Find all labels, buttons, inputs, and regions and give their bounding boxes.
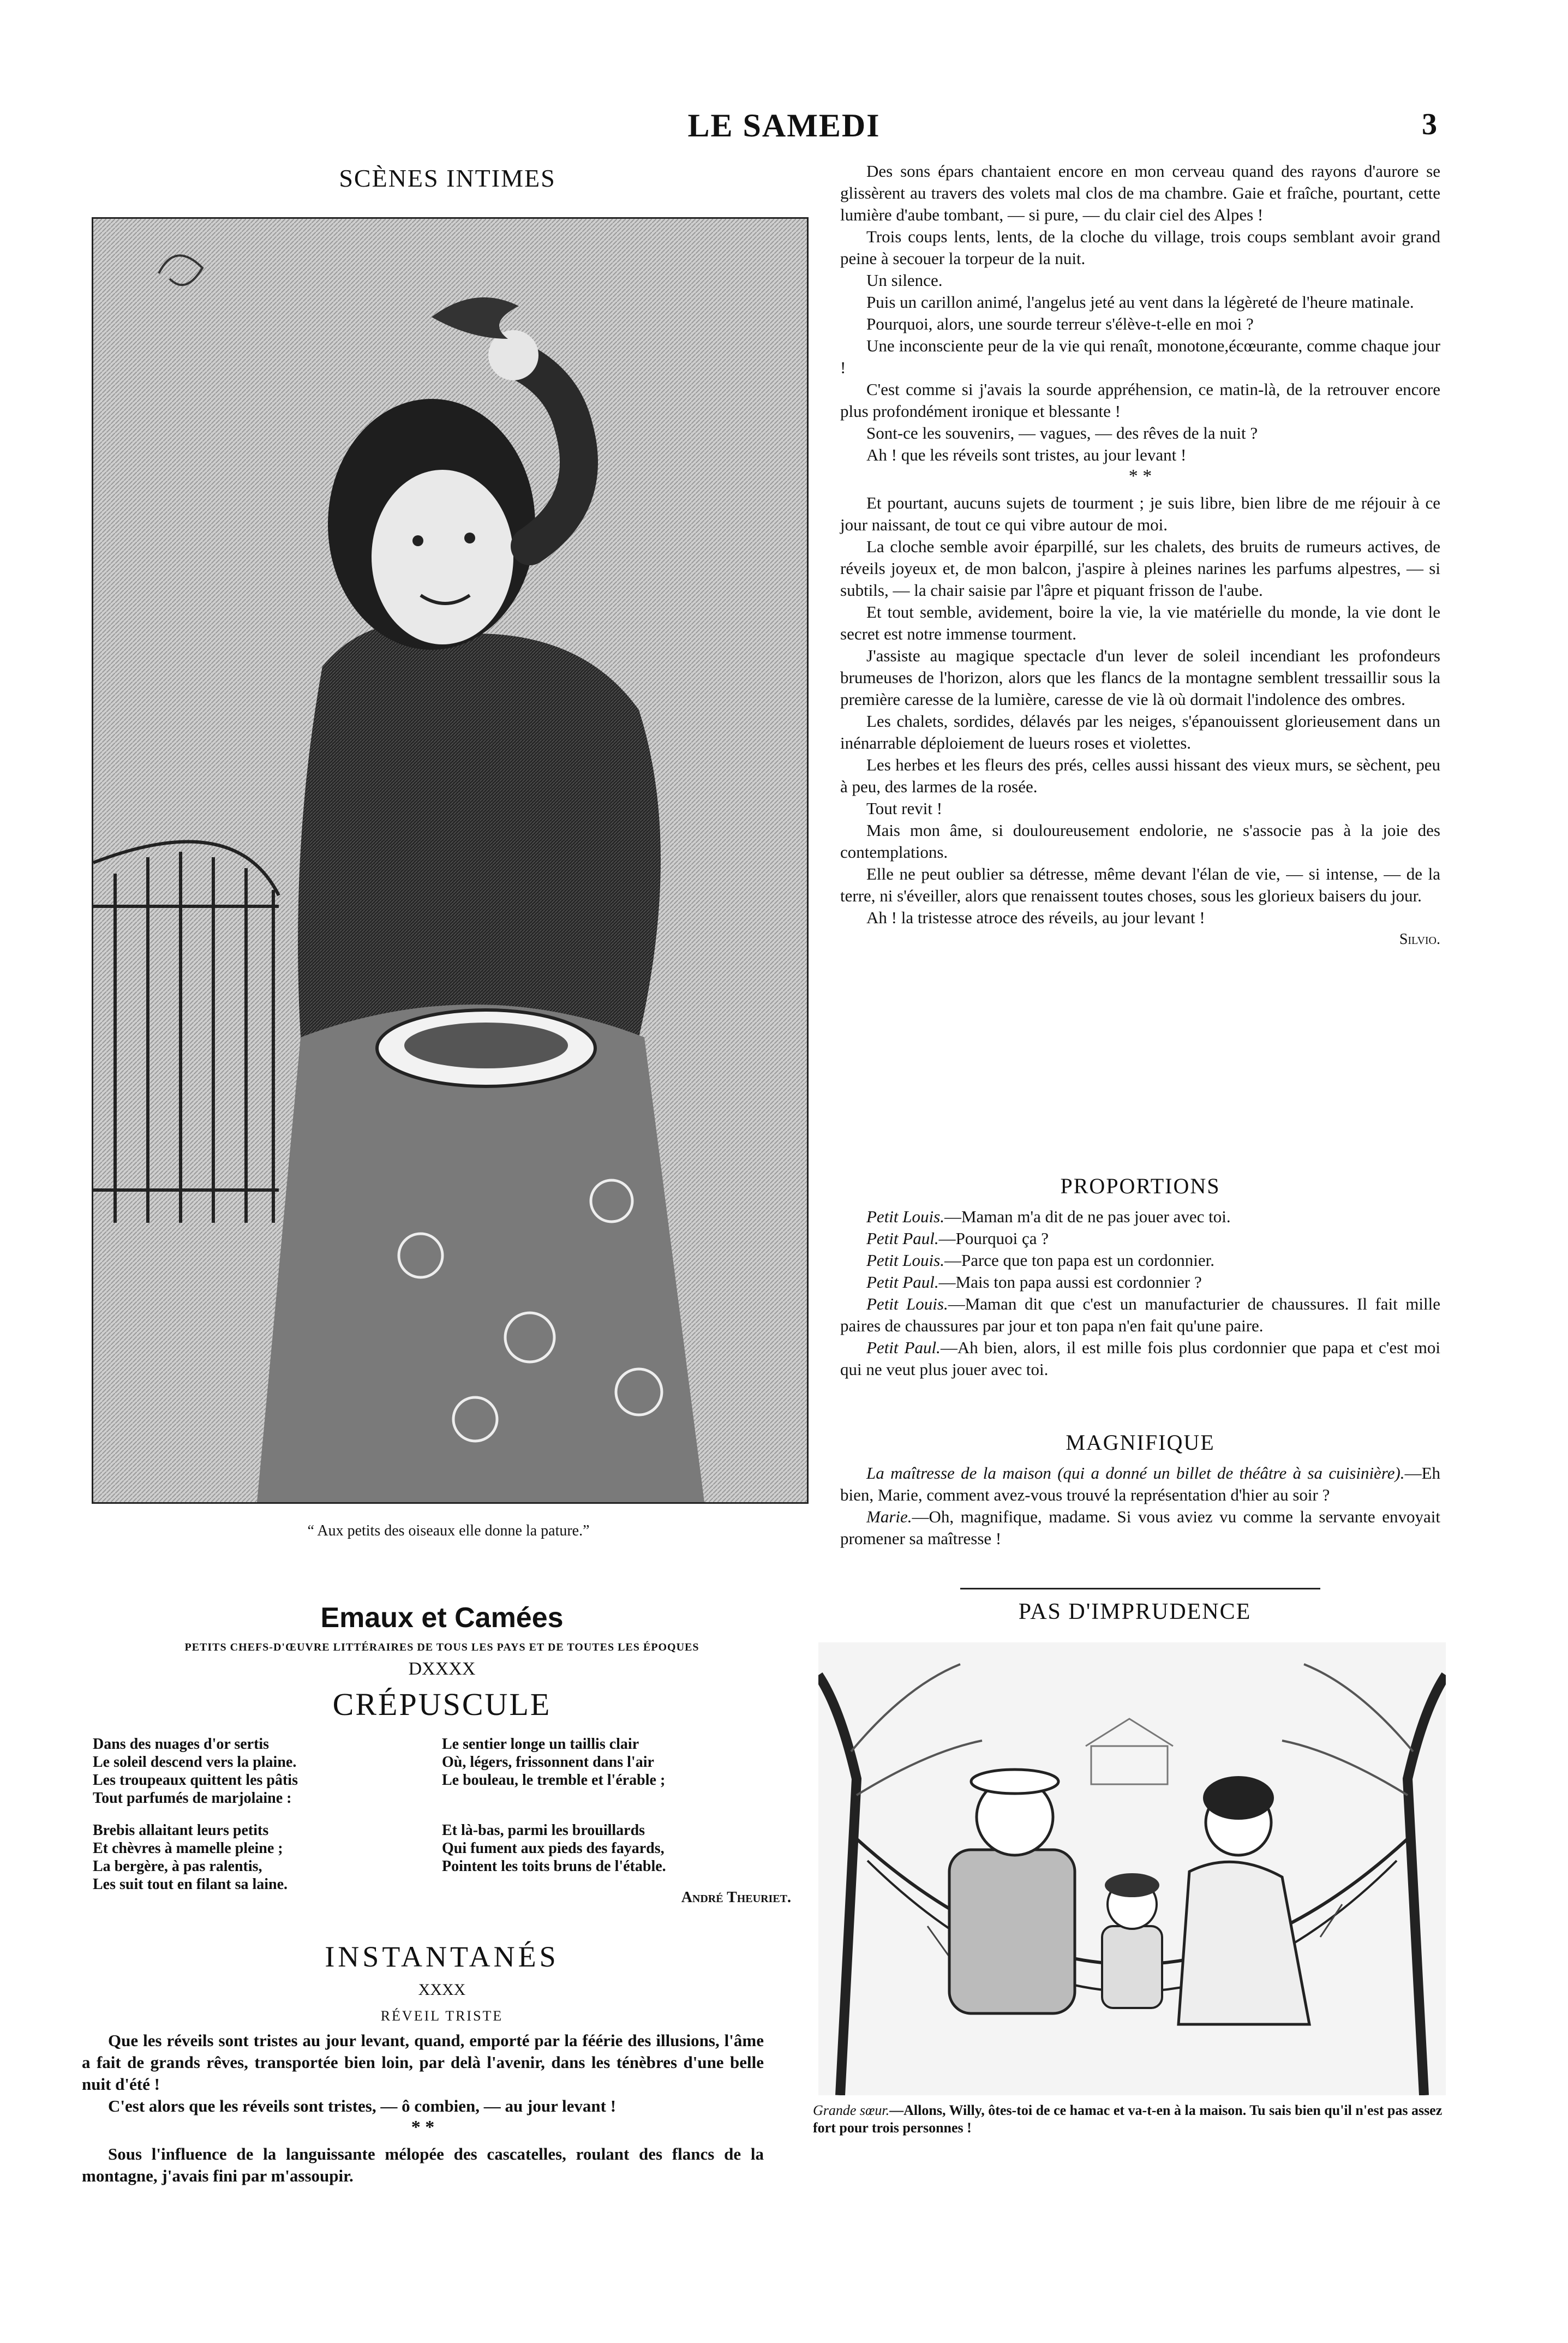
girl-engraving-image — [93, 219, 807, 1502]
speech: —Maman m'a dit de ne pas jouer avec toi. — [944, 1207, 1231, 1226]
reveil-triste-continuation — [840, 160, 1440, 951]
speaker: Petit Paul. — [866, 1272, 939, 1292]
imprudence-caption — [813, 2102, 1451, 2137]
text-paragraph: Tout revit ! — [866, 799, 943, 818]
dialogue-line — [840, 1506, 1440, 1550]
emaux-number: DXXXX — [408, 1659, 476, 1679]
dialogue-line — [840, 1206, 1440, 1228]
poem-line: Dans des nuages d'or sertis — [93, 1736, 270, 1753]
proportions-dialogue — [840, 1206, 1440, 1380]
caption-speech: —Allons, Willy, ôtes-toi de ce hamac et va-t-en à la maison. Tu sais bien qu'il n'est pas assez fort pour trois personnes ! — [813, 2102, 1443, 2136]
text-paragraph: Sont-ce les souvenirs, — vagues, — des rêves de la nuit ? — [866, 423, 1258, 443]
newspaper-title: LE SAMEDI — [687, 107, 881, 144]
text-paragraph: C'est comme si j'avais la sourde appréhension, ce matin-là, de la retrouver encore plus profondément ironique et blessante ! — [840, 380, 1440, 421]
poem-right-column — [442, 1735, 791, 1906]
poem-line: Le bouleau, le tremble et l'érable ; — [442, 1772, 666, 1789]
poem-line: Les suit tout en filant sa laine. — [93, 1876, 288, 1893]
text-paragraph: Les herbes et les fleurs des prés, celles aussi hissant des vieux murs, se sèchent, peu à peu, des larmes de la rosée. — [840, 755, 1440, 796]
poem-title: CRÉPUSCULE — [332, 1687, 552, 1722]
poem-line: Et là-bas, parmi les brouillards — [442, 1822, 645, 1839]
poem-line: Le soleil descend vers la plaine. — [93, 1754, 297, 1771]
poem-left-column — [93, 1735, 409, 1893]
dialogue-line — [840, 1250, 1440, 1271]
poem-line: Pointent les toits bruns de l'étable. — [442, 1858, 666, 1875]
emaux-camees-title: Emaux et Camées — [320, 1602, 564, 1634]
asterism: * * — [1128, 466, 1152, 486]
hammock-cartoon-image — [818, 1642, 1446, 2095]
signature: Silvio. — [1399, 931, 1440, 948]
speech: —Maman dit que c'est un manufacturier de chaussures. Il fait mille paires de chaussures par jour et ton papa n'en fait qu'une paire. — [840, 1294, 1440, 1335]
speech: —Pourquoi ça ? — [938, 1229, 1049, 1248]
text-paragraph: Sous l'influence de la languissante mélopée des cascatelles, roulant des flancs de la montagne, j'avais fini par m'assoupir. — [82, 2144, 764, 2185]
poem-line: Le sentier longe un taillis clair — [442, 1736, 639, 1753]
scenes-intimes-title: SCÈNES INTIMES — [339, 164, 556, 192]
text-paragraph: Ah ! que les réveils sont tristes, au jour levant ! — [866, 445, 1187, 464]
text-paragraph: Un silence. — [866, 271, 943, 290]
dialogue-line — [840, 1293, 1440, 1337]
instantanes-title: INSTANTANÉS — [325, 1940, 559, 1973]
text-paragraph: Trois coups lents, lents, de la cloche du village, trois coups semblant avoir grand peine à secouer la torpeur de la nuit. — [840, 227, 1440, 268]
text-paragraph: C'est alors que les réveils sont tristes, — ô combien, — au jour levant ! — [108, 2096, 617, 2115]
text-paragraph: Une inconsciente peur de la vie qui renaît, monotone,écœurante, comme chaque jour ! — [840, 336, 1440, 377]
dialogue-line — [840, 1462, 1440, 1506]
imprudence-title: PAS D'IMPRUDENCE — [1018, 1599, 1252, 1624]
speaker: Petit Louis. — [866, 1294, 948, 1313]
hammock-cartoon-illustration — [818, 1642, 1446, 2095]
text-paragraph: Pourquoi, alors, une sourde terreur s'élève-t-elle en moi ? — [866, 314, 1254, 333]
text-paragraph: Les chalets, sordides, délavés par les neiges, s'épanouissent glorieusement dans un inénarrable déploiement de lueurs roses et violettes. — [840, 712, 1440, 752]
text-paragraph: Et tout semble, avidement, boire la vie, la vie matérielle du monde, la vie dont le secret est notre immense tourment. — [840, 602, 1440, 643]
speaker: Petit Louis. — [866, 1207, 944, 1226]
page-number: 3 — [1422, 107, 1437, 141]
speaker: Petit Paul. — [866, 1338, 941, 1357]
asterism: * * — [411, 2117, 435, 2137]
poem-line: Tout parfumés de marjolaine : — [93, 1790, 292, 1807]
speech: —Ah bien, alors, il est mille fois plus cordonnier que papa et c'est moi qui ne veut plus jouer avec toi. — [840, 1338, 1440, 1379]
poem-line: Où, légers, frissonnent dans l'air — [442, 1754, 654, 1771]
instantanes-text — [82, 2030, 764, 2187]
text-paragraph: La cloche semble avoir éparpillé, sur les chalets, des bruits de rumeurs actives, de réveils joyeux et, de mon balcon, j'aspire à pleines narines les parfums alpestres, — si subtils, — la chair saisie par l'âpre et piquant frisson de l'aube. — [840, 537, 1440, 600]
speaker: Petit Louis. — [866, 1251, 944, 1270]
text-paragraph: Puis un carillon animé, l'angelus jeté au vent dans la légèreté de l'heure matinale. — [866, 292, 1414, 312]
section-divider — [960, 1588, 1320, 1589]
poem-line: Brebis allaitant leurs petits — [93, 1822, 269, 1839]
poem-line: La bergère, à pas ralentis, — [93, 1858, 262, 1875]
text-paragraph: Elle ne peut oublier sa détresse, même devant l'élan de vie, — si intense, — de la terre, ni s'éveiller, alors que renaissent toutes choses, sous les glorieux baisers du jour. — [840, 864, 1440, 905]
instantanes-subtitle: RÉVEIL TRISTE — [380, 2008, 504, 2024]
scenes-intimes-caption: “ Aux petits des oiseaux elle donne la pature.” — [307, 1522, 590, 1539]
speaker: Marie. — [866, 1507, 912, 1526]
proportions-title: PROPORTIONS — [1060, 1174, 1220, 1198]
speech: —Parce que ton papa est un cordonnier. — [944, 1251, 1214, 1270]
text-paragraph: Ah ! la tristesse atroce des réveils, au jour levant ! — [866, 908, 1205, 927]
magnifique-title: MAGNIFIQUE — [1066, 1430, 1215, 1455]
dialogue-line — [840, 1337, 1440, 1380]
instantanes-number: XXXX — [418, 1981, 466, 1999]
poem-line: Les troupeaux quittent les pâtis — [93, 1772, 298, 1789]
text-paragraph: Et pourtant, aucuns sujets de tourment ; je suis libre, bien libre de me réjouir à ce jour naissant, de tout ce qui vibre autour de moi. — [840, 493, 1440, 534]
speaker: La maîtresse de la maison (qui a donné un billet de théâtre à sa cuisinière). — [866, 1463, 1405, 1483]
dialogue-line — [840, 1228, 1440, 1250]
speech: —Eh bien, Marie, comment avez-vous trouvé la représentation d'hier au soir ? — [840, 1463, 1440, 1504]
emaux-subtitle: PETITS CHEFS-D'ŒUVRE LITTÉRAIRES DE TOUS LES PAYS ET DE TOUTES LES ÉPOQUES — [184, 1641, 699, 1653]
magnifique-dialogue — [840, 1462, 1440, 1550]
text-paragraph: Que les réveils sont tristes au jour levant, quand, emporté par la féérie des illusions, l'âme a fait de grands rêves, transportée bien loin, par delà l'avenir, dans les ténèbres d'une belle nuit d'été ! — [82, 2031, 764, 2094]
text-paragraph: Mais mon âme, si douloureusement endolorie, ne s'associe pas à la joie des contemplations. — [840, 821, 1440, 862]
caption-speaker: Grande sœur. — [813, 2102, 890, 2118]
girl-feeding-birds-illustration — [92, 217, 809, 1504]
speech: —Mais ton papa aussi est cordonnier ? — [938, 1272, 1202, 1292]
poem-line: Et chèvres à mamelle pleine ; — [93, 1840, 283, 1857]
poem-line: Qui fument aux pieds des fayards, — [442, 1840, 665, 1857]
speaker: Petit Paul. — [866, 1229, 939, 1248]
dialogue-line — [840, 1271, 1440, 1293]
text-paragraph: J'assiste au magique spectacle d'un lever de soleil incendiant les profondeurs brumeuses de l'horizon, alors que les flancs de la montagne semblent tressaillir sous la première caresse de la lumière, caresse de vie là où dormait l'indolence des ombres. — [840, 646, 1440, 709]
text-paragraph: Des sons épars chantaient encore en mon cerveau quand des rayons d'aurore se glissèrent au travers des volets mal clos de ma chambre. Gaie et fraîche, pourtant, cette lumière d'aube tombant, — si pure, — du clair ciel des Alpes ! — [840, 162, 1440, 224]
speech: —Oh, magnifique, madame. Si vous aviez vu comme la servante envoyait promener sa maîtresse ! — [840, 1507, 1440, 1548]
poem-author: André Theuriet. — [681, 1889, 791, 1906]
